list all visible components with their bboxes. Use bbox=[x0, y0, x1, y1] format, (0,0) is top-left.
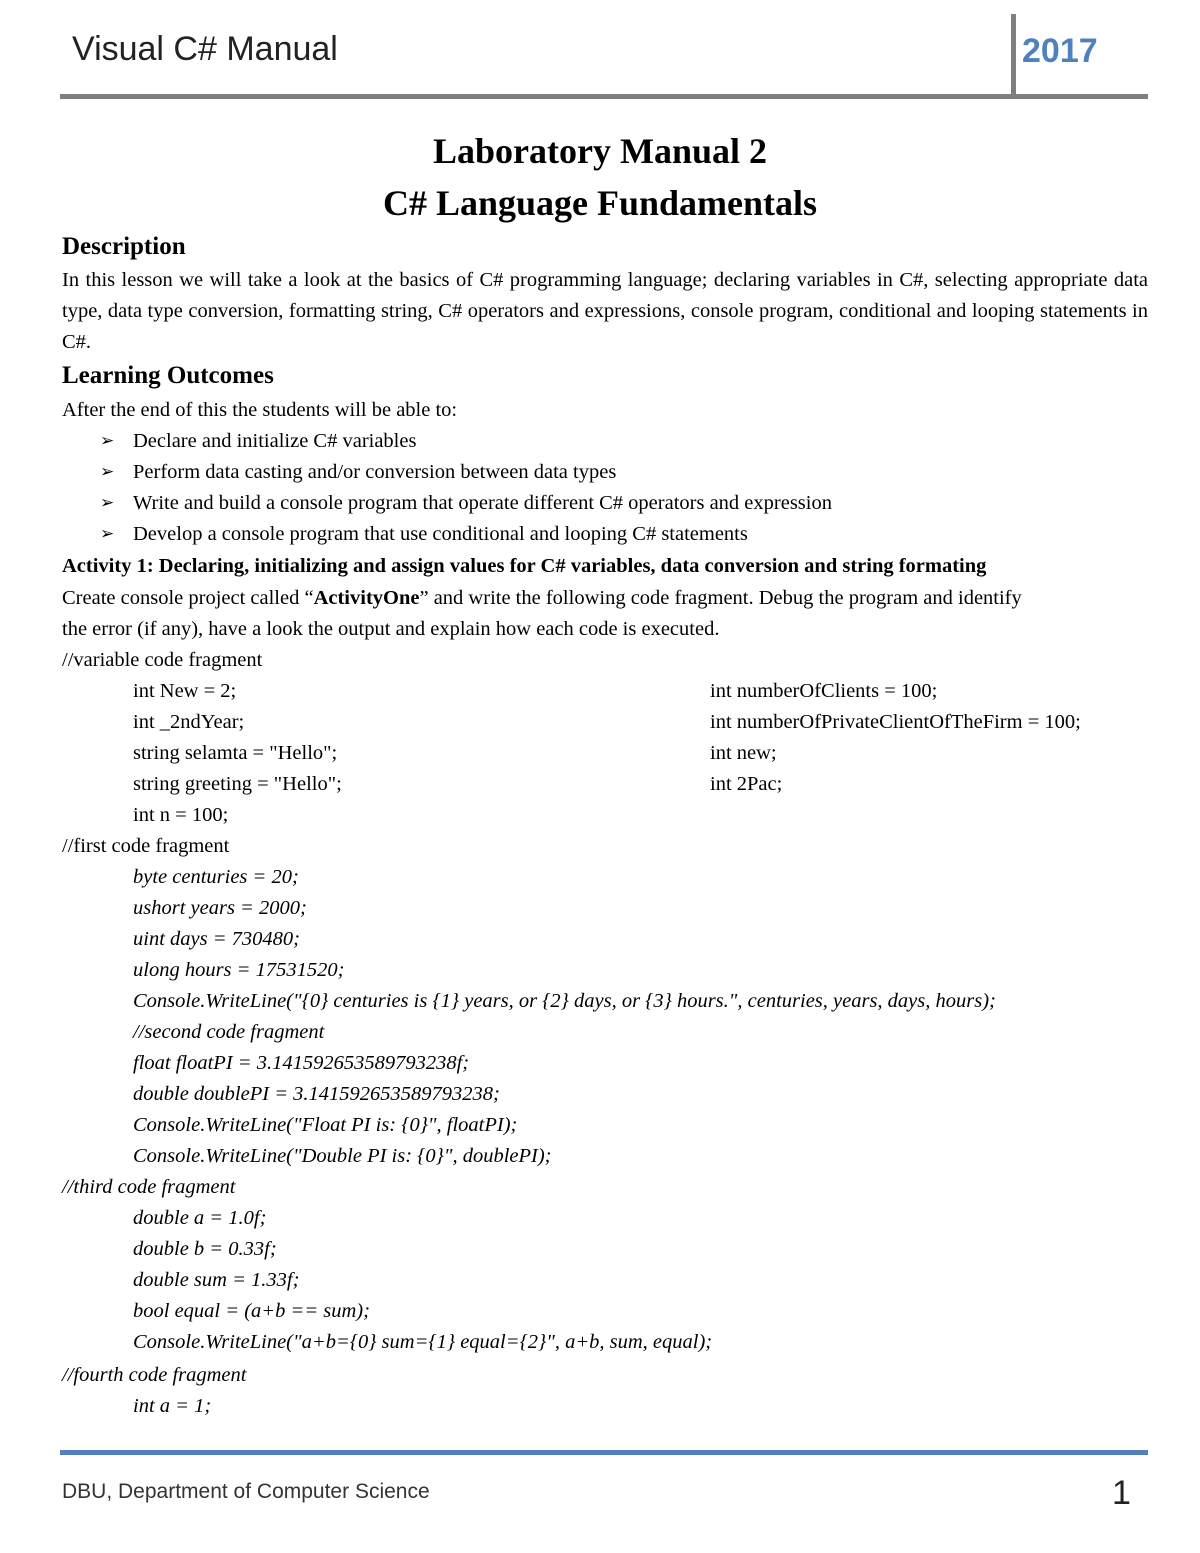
learning-item: Declare and initialize C# variables bbox=[133, 430, 417, 452]
code-line: double b = 0.33f; bbox=[133, 1238, 277, 1260]
header-divider-vertical bbox=[1011, 14, 1016, 96]
code-line: float floatPI = 3.141592653589793238f; bbox=[133, 1052, 470, 1074]
description-text: In this lesson we will take a look at the basics of C# programming language; declaring variables in C#, selecting appropriate data type, data type conversion, formatting string, C# operators and expressions, console program, conditional and looping statements in C#. bbox=[62, 269, 1148, 353]
code-comment: //first code fragment bbox=[62, 835, 230, 857]
code-comment: //variable code fragment bbox=[62, 649, 263, 671]
code-line: bool equal = (a+b == sum); bbox=[133, 1300, 370, 1322]
document-subtitle: C# Language Fundamentals bbox=[382, 183, 818, 223]
code-line: Console.WriteLine("Float PI is: {0}", floatPI); bbox=[133, 1114, 518, 1136]
code-line: string greeting = "Hello"; bbox=[133, 773, 342, 795]
code-line: byte centuries = 20; bbox=[133, 866, 299, 888]
header-divider-horizontal bbox=[60, 94, 1148, 99]
code-line: Console.WriteLine("Double PI is: {0}", doublePI); bbox=[133, 1145, 552, 1167]
code-line: int 2Pac; bbox=[710, 773, 783, 795]
learning-outcomes-heading: Learning Outcomes bbox=[62, 362, 274, 389]
bullet-arrow-icon: ➢ bbox=[100, 462, 115, 482]
code-line: int n = 100; bbox=[133, 804, 229, 826]
document-title: Laboratory Manual 2 bbox=[432, 131, 767, 171]
header-year: 2017 bbox=[1022, 32, 1098, 70]
learning-item: Write and build a console program that operate different C# operators and expression bbox=[133, 492, 832, 514]
learning-intro: After the end of this the students will be able to: bbox=[62, 399, 458, 421]
code-line: int numberOfClients = 100; bbox=[710, 680, 938, 702]
code-line: double a = 1.0f; bbox=[133, 1207, 267, 1229]
bullet-arrow-icon: ➢ bbox=[100, 493, 115, 513]
activity-title: Activity 1: Declaring, initializing and assign values for C# variables, data conversion and string formating bbox=[62, 555, 987, 577]
code-line: double sum = 1.33f; bbox=[133, 1269, 300, 1291]
bullet-arrow-icon: ➢ bbox=[100, 524, 115, 544]
activity-instruction-line1: Create console project called “ActivityOne” and write the following code fragment. Debug the program and identify bbox=[62, 587, 1022, 609]
footer-divider bbox=[60, 1450, 1148, 1455]
code-line: Console.WriteLine("a+b={0} sum={1} equal={2}", a+b, sum, equal); bbox=[133, 1331, 713, 1353]
code-line: string selamta = "Hello"; bbox=[133, 742, 338, 764]
code-line: int new; bbox=[710, 742, 777, 764]
code-line: int New = 2; bbox=[133, 680, 237, 702]
code-comment: //fourth code fragment bbox=[62, 1364, 247, 1386]
bullet-arrow-icon: ➢ bbox=[100, 431, 115, 451]
code-line: int numberOfPrivateClientOfTheFirm = 100; bbox=[710, 711, 1081, 733]
learning-item: Perform data casting and/or conversion between data types bbox=[133, 461, 617, 483]
code-comment: //third code fragment bbox=[62, 1176, 236, 1198]
description-heading: Description bbox=[62, 233, 186, 260]
code-line: uint days = 730480; bbox=[133, 928, 301, 950]
code-line: Console.WriteLine("{0} centuries is {1} years, or {2} days, or {3} hours.", centuries, years, days, hours); bbox=[133, 990, 996, 1012]
activity-instruction-line2: the error (if any), have a look the output and explain how each code is executed. bbox=[62, 618, 720, 640]
code-comment: //second code fragment bbox=[133, 1021, 325, 1043]
code-line: ulong hours = 17531520; bbox=[133, 959, 345, 981]
header-title: Visual C# Manual bbox=[72, 30, 338, 68]
code-line: ushort years = 2000; bbox=[133, 897, 307, 919]
page-number: 1 bbox=[1112, 1474, 1131, 1512]
code-line: double doublePI = 3.141592653589793238; bbox=[133, 1083, 500, 1105]
code-line: int a = 1; bbox=[133, 1395, 212, 1417]
learning-item: Develop a console program that use conditional and looping C# statements bbox=[133, 523, 748, 545]
code-line: int _2ndYear; bbox=[133, 711, 245, 733]
footer-text: DBU, Department of Computer Science bbox=[62, 1480, 430, 1503]
